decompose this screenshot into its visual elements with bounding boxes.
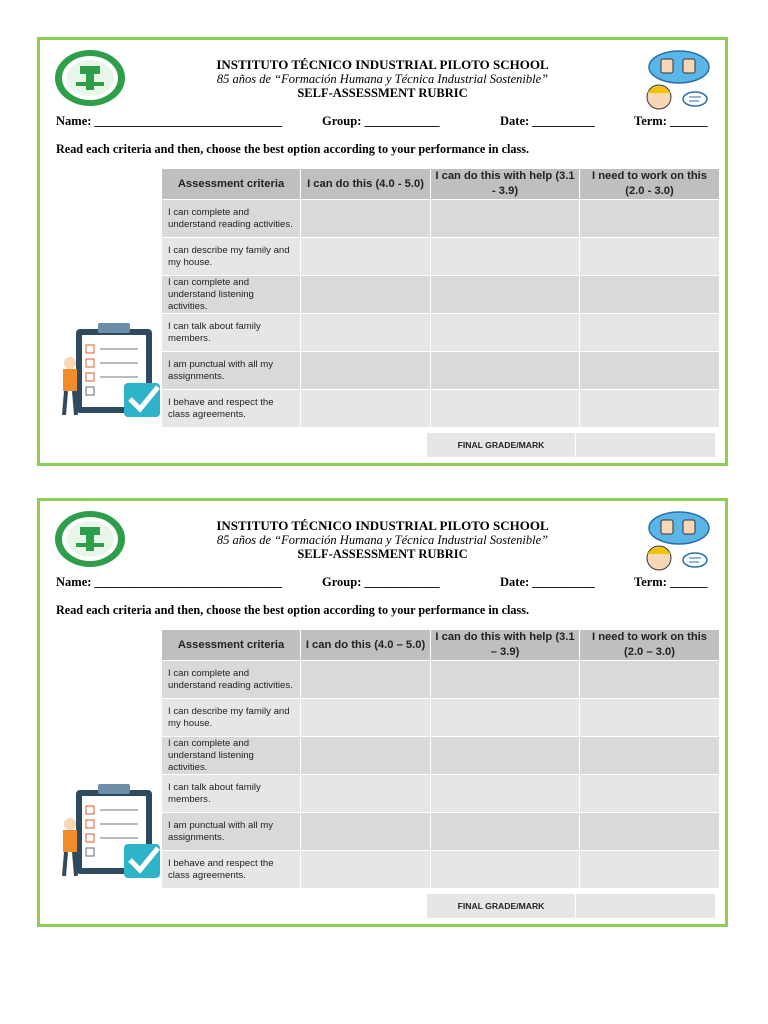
final-grade-label: FINAL GRADE/MARK [427,894,575,918]
thumbs-feedback-icon [639,49,711,113]
score-cell[interactable] [431,851,579,888]
header-need-work: I need to work on this (2.0 - 3.0) [580,169,719,199]
criterion: I can describe my family and my house. [162,699,300,736]
header-need-work: I need to work on this (2.0 – 3.0) [580,630,719,660]
score-cell[interactable] [301,238,430,275]
final-grade-label: FINAL GRADE/MARK [427,433,575,457]
thumbs-feedback-icon [639,510,711,574]
name-field[interactable]: Name: ______________________________ [56,114,283,128]
score-cell[interactable] [301,813,430,850]
score-cell[interactable] [431,390,579,427]
score-cell[interactable] [431,200,579,237]
criterion: I can complete and understand listening activities. [162,276,300,313]
criterion: I can complete and understand reading activities. [162,200,300,237]
criterion: I can talk about family members. [162,314,300,351]
group-field[interactable]: Group: ____________ [322,114,440,128]
score-cell[interactable] [431,813,579,850]
group-field[interactable]: Group: ____________ [322,575,440,589]
score-cell[interactable] [301,200,430,237]
score-cell[interactable] [301,276,430,313]
score-cell[interactable] [580,737,719,774]
score-cell[interactable] [301,775,430,812]
criterion: I behave and respect the class agreements. [162,390,300,427]
criterion: I can complete and understand reading activities. [162,661,300,698]
score-cell[interactable] [431,775,579,812]
score-cell[interactable] [431,699,579,736]
criterion: I can describe my family and my house. [162,238,300,275]
score-cell[interactable] [580,851,719,888]
score-cell[interactable] [431,276,579,313]
school-name: INSTITUTO TÉCNICO INDUSTRIAL PILOTO SCHOOL [216,518,549,533]
score-cell[interactable] [580,699,719,736]
term-field[interactable]: Term: ______ [634,114,708,128]
final-grade-row [427,433,715,457]
score-cell[interactable] [580,352,719,389]
clipboard-checklist-icon [54,323,174,423]
score-cell[interactable] [580,238,719,275]
score-cell[interactable] [580,314,719,351]
score-cell[interactable] [580,661,719,698]
rubric-card-1 [37,37,728,466]
score-cell[interactable] [580,200,719,237]
score-cell[interactable] [431,661,579,698]
score-cell[interactable] [301,352,430,389]
score-cell[interactable] [301,661,430,698]
score-cell[interactable] [301,390,430,427]
criterion: I am punctual with all my assignments. [162,813,300,850]
rubric-table [162,630,717,911]
score-cell[interactable] [580,813,719,850]
school-motto: 85 años de “Formación Humana y Técnica Industrial Sostenible” [216,533,549,547]
criterion: I behave and respect the class agreements. [162,851,300,888]
criterion: I can talk about family members. [162,775,300,812]
school-name: INSTITUTO TÉCNICO INDUSTRIAL PILOTO SCHOOL [216,57,549,72]
score-cell[interactable] [301,851,430,888]
rubric-table [162,169,717,450]
instructions: Read each criteria and then, choose the best option according to your performance in class. [56,142,530,156]
term-field[interactable]: Term: ______ [634,575,708,589]
clipboard-checklist-icon [54,784,174,884]
criterion: I am punctual with all my assignments. [162,352,300,389]
score-cell[interactable] [431,352,579,389]
final-grade-row [427,894,715,918]
score-cell[interactable] [431,737,579,774]
score-cell[interactable] [431,314,579,351]
date-field[interactable]: Date: __________ [500,575,595,589]
school-motto: 85 años de “Formación Humana y Técnica Industrial Sostenible” [216,72,549,86]
header-with-help: I can do this with help (3.1 - 3.9) [431,169,579,199]
score-cell[interactable] [431,238,579,275]
criterion: I can complete and understand listening activities. [162,737,300,774]
score-cell[interactable] [301,314,430,351]
score-cell[interactable] [301,699,430,736]
score-cell[interactable] [580,775,719,812]
name-field[interactable]: Name: ______________________________ [56,575,283,589]
rubric-title: SELF-ASSESSMENT RUBRIC [297,86,468,100]
header-with-help: I can do this with help (3.1 – 3.9) [431,630,579,660]
header-criteria: Assessment criteria [162,169,300,199]
date-field[interactable]: Date: __________ [500,114,595,128]
score-cell[interactable] [301,737,430,774]
header-criteria: Assessment criteria [162,630,300,660]
header-can-do: I can do this (4.0 – 5.0) [301,630,430,660]
rubric-card-2 [37,498,728,927]
final-grade-cell[interactable] [576,894,715,918]
score-cell[interactable] [580,276,719,313]
rubric-title: SELF-ASSESSMENT RUBRIC [297,547,468,561]
header-can-do: I can do this (4.0 - 5.0) [301,169,430,199]
final-grade-cell[interactable] [576,433,715,457]
instructions: Read each criteria and then, choose the best option according to your performance in class. [56,603,530,617]
score-cell[interactable] [580,390,719,427]
